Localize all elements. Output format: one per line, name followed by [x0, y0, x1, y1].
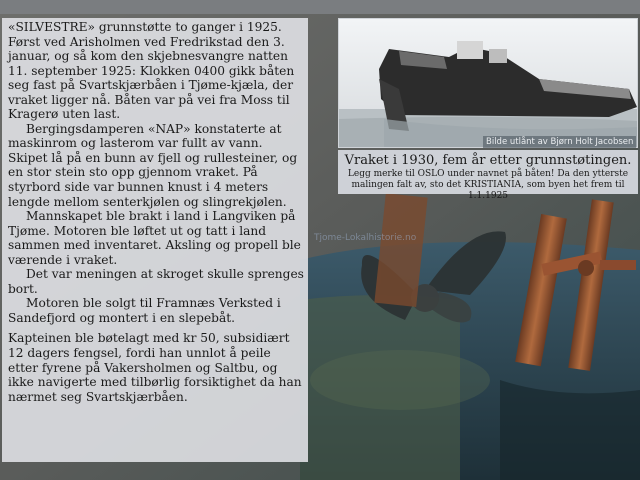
caption-title: Vraket i 1930, fem år etter grunnstøtingen.	[344, 153, 632, 168]
paragraph-intro: «SILVESTRE» grunnstøtte to ganger i 1925. Først ved Arisholmen ved Fredrikstad den 3. januar, og så kom den skjebnesvangre natten 11. september 1925: Klokken 0400 gikk båten seg fast på Svartskjærbåen i Tjøme-kjæla, der vraket ligger nå. Båten var på vei fra Moss til Kragerø uten last.	[8, 20, 295, 122]
history-text-panel	[2, 18, 308, 462]
paragraph-crew: Mannskapet ble brakt i land i Langviken på Tjøme. Motoren ble løftet ut og tatt i land sammen med inventaret. Aksling og propell ble værende i vraket.	[8, 209, 301, 267]
watermark-text: Tjome-Lokalhistorie.no	[314, 233, 417, 243]
wreck-photo-1930	[338, 18, 638, 148]
photo-caption	[338, 150, 638, 201]
paragraph-captain: Kapteinen ble bøtelagt med kr 50, subsidiært 12 dagers fengsel, fordi han unnlot å peile etter fyrene på Vakersholmen og Saltbu, og ikke navigerte med tilbørlig forsiktighet da han nærmet seg Svartskjærbåen.	[8, 331, 302, 404]
photo-credit: Bilde utlånt av Bjørn Holt Jacobsen	[483, 136, 636, 148]
caption-note: Legg merke til OSLO under navnet på båten! Da den ytterste malingen falt av, sto det KRISTIANIA, som byen het frem til 1.1.1925	[347, 169, 629, 201]
paragraph-plan: Det var meningen at skroget skulle sprenges bort.	[8, 267, 304, 296]
paragraph-engine: Motoren ble solgt til Framnæs Verksted i Sandefjord og montert i en slepebåt.	[8, 296, 281, 325]
paragraph-salvage: Bergingsdamperen «NAP» konstaterte at maskinrom og lasterom var fullt av vann. Skipet lå på en bunn av fjell og rullesteiner, og en stor stein sto opp gjennom vraket. På styrbord side var bunnen knust i 4 meters lengde mellom senterkjølen og slingrekjølen.	[8, 121, 298, 209]
